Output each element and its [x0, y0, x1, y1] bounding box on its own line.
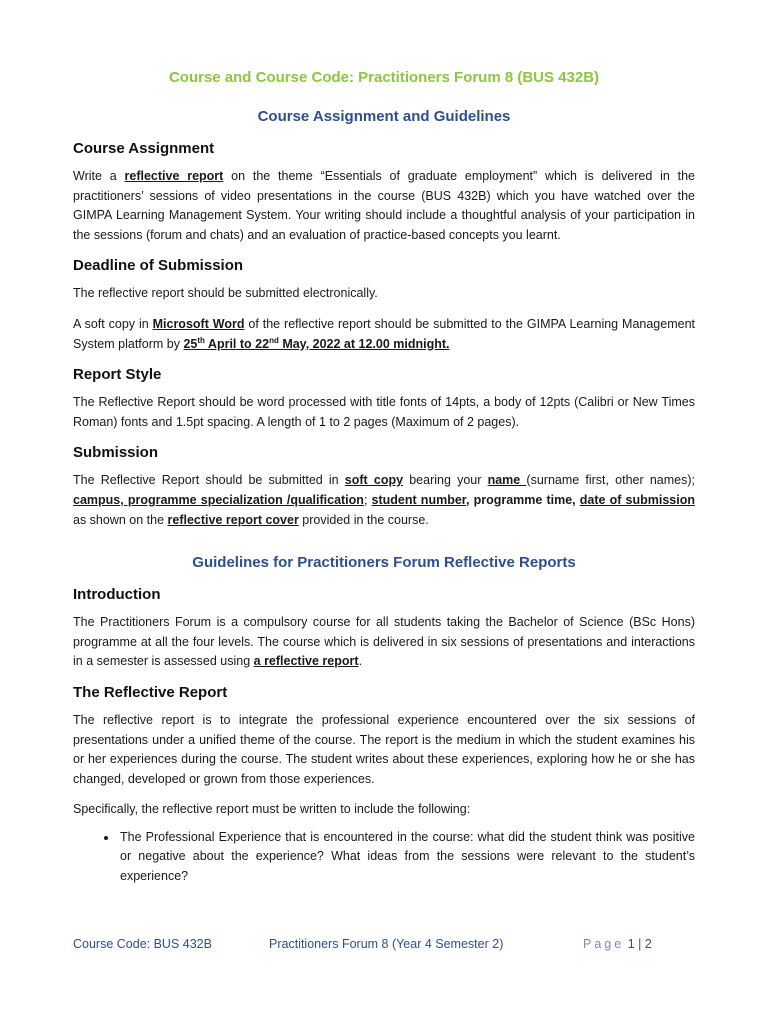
date-part: 25 [183, 336, 198, 351]
soft-copy-emphasis: soft copy [344, 473, 404, 488]
heading-introduction: Introduction [73, 586, 161, 604]
date-sup: nd [269, 335, 279, 345]
text-run: The Practitioners Forum is a compulsory course for all students taking the Bachelor of Science (BSc Hons) programme at all the four levels. The course which is delivered in six sessions of presentations and interactions in a semester is assessed using [73, 615, 695, 669]
reflective-report-paragraph-2: Specifically, the reflective report must be written to include the following: [73, 802, 471, 817]
name-emphasis: name [487, 473, 527, 488]
text-run: provided in the course. [298, 512, 429, 527]
report-style-paragraph: The Reflective Report should be word processed with title fonts of 14pts, a body of 12pts (Calibri or New Times Roman) fonts and 1.5pt spacing. A length of 1 to 2 pages (Maximum of 2 pages). [73, 395, 695, 429]
text-run: A soft copy in [73, 316, 153, 331]
text-run: of the reflective report should be submitted to the GIMPA Learning Management System platform by [73, 316, 695, 351]
course-title: Course and Course Code: Practitioners Forum 8 (BUS 432B) [168, 69, 600, 86]
page-label: Page [583, 937, 625, 951]
deadline-paragraph-2 [73, 315, 695, 354]
heading-submission: Submission [73, 444, 159, 462]
text-run: on the theme “Essentials of graduate employment” which is delivered in the practitioners’ sessions of video presentations in the course (BUS 432B) which you have watched over the GIMPA Learning Management System. Your writing should include a thoughtful analysis of your participation in the sessions (forum and chats) and an evaluation of practice-based concepts you learnt. [73, 169, 696, 242]
text-run: as shown on the [73, 512, 168, 527]
date-sup: th [197, 335, 205, 345]
course-assignment-paragraph [73, 167, 695, 245]
heading-deadline: Deadline of Submission [73, 257, 244, 275]
text-run: ; [363, 492, 372, 507]
footer-course-code: Course Code: BUS 432B [73, 937, 212, 951]
date-of-submission-emphasis: date of submission [579, 492, 695, 507]
student-number-emphasis: student number [371, 492, 466, 507]
spacer [73, 541, 695, 553]
date-part: April to 22 [204, 336, 270, 351]
reflective-report-emphasis: a reflective report [253, 654, 359, 669]
requirements-list [73, 828, 695, 887]
footer-page-number [583, 935, 652, 953]
document-subtitle: Course Assignment and Guidelines [257, 108, 511, 125]
text-run: . [358, 654, 363, 669]
text-run: , programme time, [465, 492, 580, 507]
deadline-paragraph-1: The reflective report should be submitted electronically. [73, 286, 378, 301]
submission-paragraph [73, 471, 695, 530]
text-run: (surname first, other names); [526, 473, 695, 488]
document-body [73, 68, 695, 887]
deadline-date [183, 337, 449, 351]
text-run: bearing your [403, 473, 488, 488]
reflective-report-paragraph-1: The reflective report is to integrate the professional experience encountered over the six sessions of presentations under a unified theme of the course. The report is the medium in which the student examines his or her experiences during the course. The student writes about these experiences, exploring how he or she has changed, developed or grown from those experiences. [73, 712, 695, 786]
heading-reflective-report: The Reflective Report [73, 683, 228, 701]
page-total: 2 [644, 937, 652, 951]
guidelines-title: Guidelines for Practitioners Forum Reflective Reports [192, 554, 576, 572]
reflective-report-emphasis: reflective report [124, 169, 224, 183]
introduction-paragraph [73, 613, 695, 672]
microsoft-word-emphasis: Microsoft Word [152, 316, 245, 331]
text-run: The Reflective Report should be submitted in [73, 473, 345, 488]
footer-forum: Practitioners Forum 8 (Year 4 Semester 2) [269, 937, 504, 951]
date-part: May, 2022 at 12.00 midnight. [278, 336, 450, 351]
campus-emphasis: campus, programme specialization /qualification [73, 492, 364, 507]
heading-report-style: Report Style [73, 366, 162, 384]
page-separator: | [634, 937, 645, 951]
text-run: Write a [73, 169, 125, 183]
list-item: • The Professional Experience that is encountered in the course: what did the student think was positive or negative about the experience? What ideas from the sessions were relevant to the student’s experience? [118, 828, 695, 887]
report-cover-emphasis: reflective report cover [167, 512, 299, 527]
heading-course-assignment: Course Assignment [73, 140, 215, 157]
page-current: 1 [627, 937, 635, 951]
